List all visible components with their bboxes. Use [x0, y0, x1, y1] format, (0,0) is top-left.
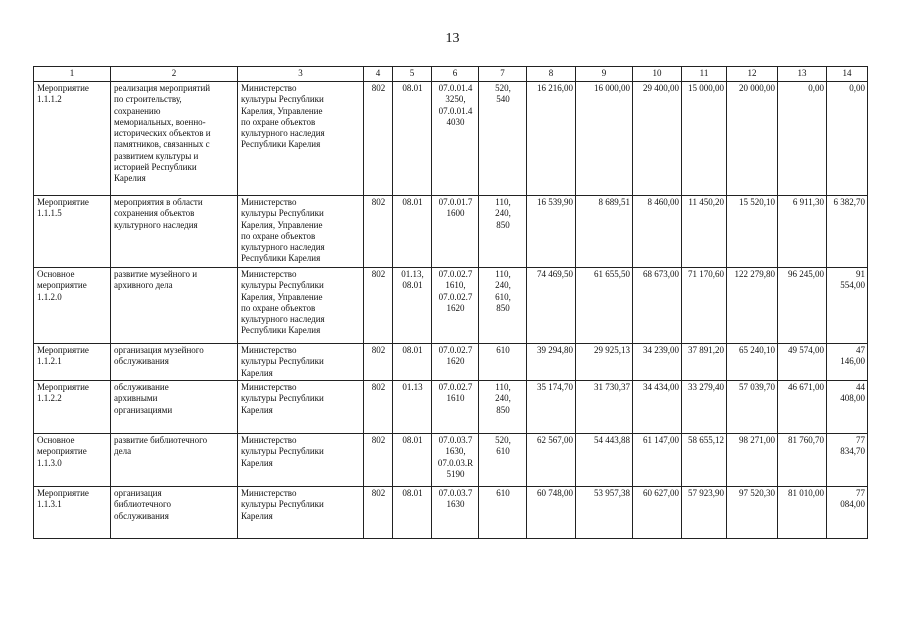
- column-header: 13: [778, 67, 827, 82]
- amount-cell: 62 567,00: [527, 434, 576, 487]
- row-executor-cell: Министерство культуры Республики Карелия: [238, 487, 364, 539]
- amount-cell: 77 084,00: [827, 487, 868, 539]
- grbs-cell: 802: [364, 268, 393, 344]
- target-article-cell: 07.0.02.7 1610: [432, 381, 479, 434]
- amount-cell: 20 000,00: [727, 82, 778, 196]
- expense-type-cell: 520, 540: [479, 82, 527, 196]
- section-cell: 08.01: [393, 82, 432, 196]
- column-header: 3: [238, 67, 364, 82]
- target-article-cell: 07.0.03.7 1630, 07.0.03.R 5190: [432, 434, 479, 487]
- amount-cell: 81 760,70: [778, 434, 827, 487]
- section-cell: 08.01: [393, 434, 432, 487]
- amount-cell: 11 450,20: [682, 196, 727, 268]
- table-row: [34, 381, 868, 434]
- amount-cell: 31 730,37: [576, 381, 633, 434]
- table-row: [34, 487, 868, 539]
- amount-cell: 0,00: [778, 82, 827, 196]
- budget-table: [33, 66, 868, 539]
- amount-cell: 98 271,00: [727, 434, 778, 487]
- section-cell: 08.01: [393, 196, 432, 268]
- expense-type-cell: 520, 610: [479, 434, 527, 487]
- row-executor-cell: Министерство культуры Республики Карелия: [238, 344, 364, 381]
- amount-cell: 35 174,70: [527, 381, 576, 434]
- table-row: [34, 82, 868, 196]
- amount-cell: 16 216,00: [527, 82, 576, 196]
- amount-cell: 49 574,00: [778, 344, 827, 381]
- amount-cell: 60 748,00: [527, 487, 576, 539]
- column-header: 4: [364, 67, 393, 82]
- grbs-cell: 802: [364, 82, 393, 196]
- column-header: 9: [576, 67, 633, 82]
- section-cell: 08.01: [393, 487, 432, 539]
- amount-cell: 8 689,51: [576, 196, 633, 268]
- column-header: 11: [682, 67, 727, 82]
- target-article-cell: 07.0.02.7 1610, 07.0.02.7 1620: [432, 268, 479, 344]
- row-executor-cell: Министерство культуры Республики Карелия: [238, 434, 364, 487]
- row-executor-cell: Министерство культуры Республики Карелия: [238, 381, 364, 434]
- amount-cell: 37 891,20: [682, 344, 727, 381]
- target-article-cell: 07.0.02.7 1620: [432, 344, 479, 381]
- amount-cell: 97 520,30: [727, 487, 778, 539]
- column-header: 7: [479, 67, 527, 82]
- expense-type-cell: 610: [479, 344, 527, 381]
- target-article-cell: 07.0.03.7 1630: [432, 487, 479, 539]
- amount-cell: 46 671,00: [778, 381, 827, 434]
- amount-cell: 71 170,60: [682, 268, 727, 344]
- expense-type-cell: 610: [479, 487, 527, 539]
- row-executor-cell: Министерство культуры Республики Карелия, Управление по охране объектов культурного наследия Республики Карелия: [238, 82, 364, 196]
- amount-cell: 15 520,10: [727, 196, 778, 268]
- amount-cell: 96 245,00: [778, 268, 827, 344]
- table-row: [34, 268, 868, 344]
- amount-cell: 6 911,30: [778, 196, 827, 268]
- amount-cell: 77 834,70: [827, 434, 868, 487]
- amount-cell: 74 469,50: [527, 268, 576, 344]
- amount-cell: 122 279,80: [727, 268, 778, 344]
- amount-cell: 81 010,00: [778, 487, 827, 539]
- row-executor-cell: Министерство культуры Республики Карелия, Управление по охране объектов культурного наследия Республики Карелия: [238, 268, 364, 344]
- column-header: 12: [727, 67, 778, 82]
- row-description-cell: мероприятия в области сохранения объектов культурного наследия: [111, 196, 238, 268]
- expense-type-cell: 110, 240, 610, 850: [479, 268, 527, 344]
- table-row: [34, 196, 868, 268]
- amount-cell: 29 925,13: [576, 344, 633, 381]
- grbs-cell: 802: [364, 434, 393, 487]
- amount-cell: 15 000,00: [682, 82, 727, 196]
- row-code-cell: Основное мероприятие 1.1.2.0: [34, 268, 111, 344]
- amount-cell: 39 294,80: [527, 344, 576, 381]
- expense-type-cell: 110, 240, 850: [479, 381, 527, 434]
- row-code-cell: Мероприятие 1.1.1.2: [34, 82, 111, 196]
- target-article-cell: 07.0.01.7 1600: [432, 196, 479, 268]
- column-header: 5: [393, 67, 432, 82]
- row-description-cell: обслуживание архивными организациями: [111, 381, 238, 434]
- amount-cell: 34 434,00: [633, 381, 682, 434]
- amount-cell: 61 147,00: [633, 434, 682, 487]
- page-number: 13: [445, 31, 460, 46]
- amount-cell: 44 408,00: [827, 381, 868, 434]
- amount-cell: 54 443,88: [576, 434, 633, 487]
- amount-cell: 68 673,00: [633, 268, 682, 344]
- amount-cell: 60 627,00: [633, 487, 682, 539]
- column-header: 2: [111, 67, 238, 82]
- row-description-cell: организация библиотечного обслуживания: [111, 487, 238, 539]
- column-header: 6: [432, 67, 479, 82]
- column-header: 8: [527, 67, 576, 82]
- grbs-cell: 802: [364, 344, 393, 381]
- amount-cell: 65 240,10: [727, 344, 778, 381]
- row-description-cell: развитие библиотечного дела: [111, 434, 238, 487]
- section-cell: 01.13: [393, 381, 432, 434]
- row-description-cell: развитие музейного и архивного дела: [111, 268, 238, 344]
- expense-type-cell: 110, 240, 850: [479, 196, 527, 268]
- row-code-cell: Мероприятие 1.1.2.1: [34, 344, 111, 381]
- amount-cell: 33 279,40: [682, 381, 727, 434]
- amount-cell: 16 539,90: [527, 196, 576, 268]
- amount-cell: 29 400,00: [633, 82, 682, 196]
- amount-cell: 58 655,12: [682, 434, 727, 487]
- row-code-cell: Мероприятие 1.1.2.2: [34, 381, 111, 434]
- table-header-row: [34, 67, 868, 82]
- section-cell: 08.01: [393, 344, 432, 381]
- row-code-cell: Основное мероприятие 1.1.3.0: [34, 434, 111, 487]
- column-header: 14: [827, 67, 868, 82]
- section-cell: 01.13, 08.01: [393, 268, 432, 344]
- amount-cell: 8 460,00: [633, 196, 682, 268]
- amount-cell: 91 554,00: [827, 268, 868, 344]
- amount-cell: 47 146,00: [827, 344, 868, 381]
- row-code-cell: Мероприятие 1.1.3.1: [34, 487, 111, 539]
- table-row: [34, 434, 868, 487]
- amount-cell: 6 382,70: [827, 196, 868, 268]
- grbs-cell: 802: [364, 381, 393, 434]
- column-header: 10: [633, 67, 682, 82]
- target-article-cell: 07.0.01.4 3250, 07.0.01.4 4030: [432, 82, 479, 196]
- row-description-cell: организация музейного обслуживания: [111, 344, 238, 381]
- row-executor-cell: Министерство культуры Республики Карелия, Управление по охране объектов культурного наследия Республики Карелия: [238, 196, 364, 268]
- table-row: [34, 344, 868, 381]
- amount-cell: 57 923,90: [682, 487, 727, 539]
- grbs-cell: 802: [364, 487, 393, 539]
- row-code-cell: Мероприятие 1.1.1.5: [34, 196, 111, 268]
- amount-cell: 61 655,50: [576, 268, 633, 344]
- row-description-cell: реализация мероприятий по строительству, сохранению мемориальных, военно- исторических объектов и памятников, связанных с развитием культуры и историей Республики Карелия: [111, 82, 238, 196]
- amount-cell: 16 000,00: [576, 82, 633, 196]
- amount-cell: 57 039,70: [727, 381, 778, 434]
- amount-cell: 34 239,00: [633, 344, 682, 381]
- column-header: 1: [34, 67, 111, 82]
- grbs-cell: 802: [364, 196, 393, 268]
- amount-cell: 53 957,38: [576, 487, 633, 539]
- amount-cell: 0,00: [827, 82, 868, 196]
